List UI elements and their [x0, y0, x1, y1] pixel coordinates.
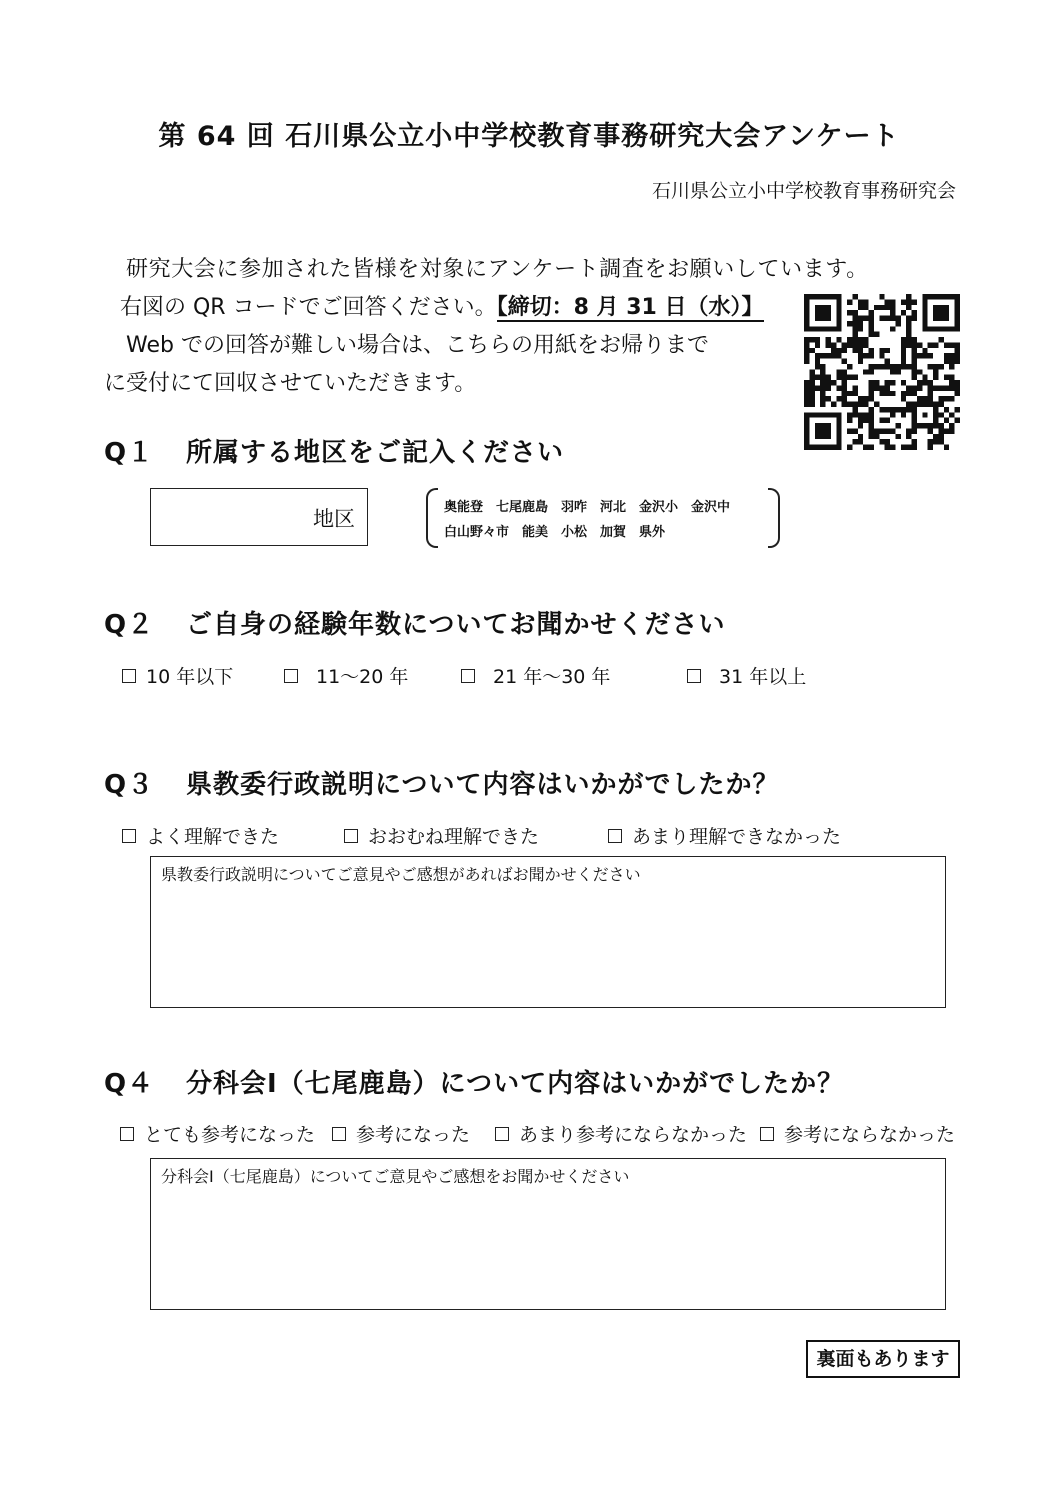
q2-option-1[interactable]: 10 年以下: [122, 662, 233, 689]
checkbox-icon[interactable]: [332, 1127, 346, 1141]
intro-line-1: 研究大会に参加された皆様を対象にアンケート調査をお願いしています。: [126, 257, 869, 282]
checkbox-icon[interactable]: [608, 829, 622, 843]
q2-option-3[interactable]: 21 年～30 年: [461, 662, 610, 689]
question-number: Q３: [104, 770, 155, 800]
qr-code-icon[interactable]: [804, 294, 960, 450]
q3-option-3[interactable]: あまり理解できなかった: [608, 822, 841, 849]
question-number: Q２: [104, 610, 155, 640]
checkbox-icon[interactable]: [122, 829, 136, 843]
q3-option-1[interactable]: よく理解できた: [122, 822, 279, 849]
q4-comment-box[interactable]: [150, 1158, 946, 1310]
question-number: Q４: [104, 1069, 155, 1099]
q4-option-3[interactable]: あまり参考にならなかった: [495, 1120, 747, 1147]
q4-option-2[interactable]: 参考になった: [332, 1120, 470, 1147]
comment-prompt: 分科会Ⅰ（七尾鹿島）についてご意見やご感想をお聞かせください: [161, 1167, 630, 1186]
question-2: [104, 604, 725, 641]
right-brace: [768, 488, 780, 548]
intro-line-2: [120, 290, 764, 321]
area-input-box[interactable]: [150, 488, 368, 546]
question-text: 所属する地区をご記入ください: [186, 438, 565, 468]
district-line-2: 白山野々市 能美 小松 加賀 県外: [444, 525, 666, 540]
intro-line-4: に受付にて回収させていただきます。: [104, 371, 477, 396]
q4-option-1[interactable]: とても参考になった: [120, 1120, 315, 1147]
district-list: [426, 488, 780, 544]
question-text: 県教委行政説明について内容はいかがでしたか？: [186, 770, 780, 800]
q2-option-4[interactable]: 31 年以上: [687, 662, 806, 689]
checkbox-icon[interactable]: [120, 1127, 134, 1141]
checkbox-icon[interactable]: [122, 669, 136, 683]
area-label: 地区: [313, 507, 355, 531]
q3-option-2[interactable]: おおむね理解できた: [344, 822, 539, 849]
checkbox-icon[interactable]: [461, 669, 475, 683]
checkbox-icon[interactable]: [284, 669, 298, 683]
question-4: [104, 1063, 844, 1100]
q2-option-2[interactable]: 11～20 年: [284, 662, 408, 689]
back-page-note: 裏面もあります: [806, 1340, 960, 1378]
q4-option-4[interactable]: 参考にならなかった: [760, 1120, 955, 1147]
question-3: [104, 764, 779, 801]
q3-comment-box[interactable]: [150, 856, 946, 1008]
question-1: [104, 432, 564, 469]
question-text: ご自身の経験年数についてお聞かせください: [186, 610, 726, 640]
checkbox-icon[interactable]: [344, 829, 358, 843]
checkbox-icon[interactable]: [760, 1127, 774, 1141]
question-text: 分科会Ⅰ（七尾鹿島）について内容はいかがでしたか？: [186, 1069, 845, 1099]
intro-line-3: Web での回答が難しい場合は、こちらの用紙をお帰りまで: [126, 333, 709, 358]
comment-prompt: 県教委行政説明についてご意見やご感想があればお聞かせください: [161, 865, 641, 884]
district-line-1: 奥能登 七尾鹿島 羽咋 河北 金沢小 金沢中: [444, 500, 731, 515]
question-number: Q１: [104, 438, 155, 468]
intro-qr-instruction: 右図の QR コードでご回答ください。: [120, 295, 497, 320]
organization-name: 石川県公立小中学校教育事務研究会: [651, 180, 956, 202]
checkbox-icon[interactable]: [495, 1127, 509, 1141]
page-title: 第 64 回 石川県公立小中学校教育事務研究大会アンケート: [158, 121, 900, 152]
left-brace: [426, 488, 438, 548]
checkbox-icon[interactable]: [687, 669, 701, 683]
deadline: 【締切：8 月 31 日（水）】: [496, 295, 764, 320]
